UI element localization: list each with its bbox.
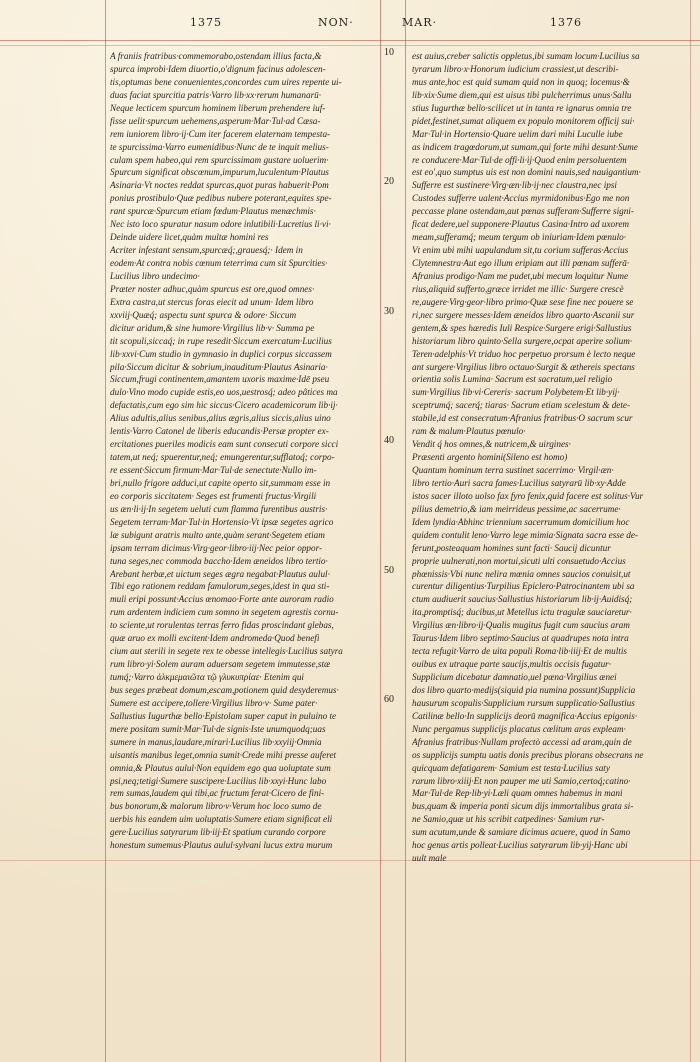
text-line: sum·Virgilius lib·vi·Cereris· sacrum Polybetem·Et lib·yij· [412, 387, 620, 398]
text-line: Vt enim ubi mihi uapulandum sit,tu corium sufferas·Accius [412, 245, 629, 256]
text-line: Spurcum significat obscœnum,impurum,luculentum·Plautus [110, 167, 329, 178]
text-line: quicquam defatigarem· Samium est testa·Lucilius saty [412, 762, 610, 773]
text-line: mus ante,hoc est quid sumam quid non in quoq; locemus·& [412, 76, 630, 87]
text-line: Virgilius æn·libro·ij·Qualis mugitus fugit cum saucius aram [412, 620, 630, 631]
line-number: 10 [384, 46, 394, 58]
text-line: peccasse plane ostendam,aut pœnas sufferam·Sufferre signi- [412, 206, 634, 217]
text-line: rem iuniorem libro·ij·Cum iter facerem elaternam tempesta- [110, 128, 331, 139]
text-line: læ subigunt aratris multo ante,quàm serant·Segetem etiam [110, 529, 325, 540]
text-line: bri,nullo frigore adduci,ut capite operto sit,summam esse in [110, 477, 331, 488]
text-line: ne Samio,quæ ut his scribit catpedines· Samium rur- [412, 814, 605, 825]
text-line: muli eripi possunt·Accius œnomao·Forte ante auroram radio [110, 594, 334, 605]
text-line: stabile,id est consecratum·Afranius fratribus·O sacrum scur [412, 413, 633, 424]
text-line: libro tertio·Auri sacra fames·Lucilius satyrarū lib·xy·Adde [412, 477, 626, 488]
text-line: re,augere·Virg·geor·libro primo·Quæ sese fine nec pouere se [412, 296, 634, 307]
text-line: Catilinæ bello·In supplicijs deorū magnifica·Accius epigonis· [412, 710, 638, 721]
text-line: lib·xxvi·Cum studio in gymnasio in duplici corpus siccassem [110, 348, 332, 359]
text-line: tumq́;·Varro ἀλκμεμαιῶτα τῷ γλυκυπρίαε· Etenim qui [110, 672, 304, 682]
text-line: Quantum hominum terra sustinet sacerrimo· Virgil·æn· [412, 465, 614, 475]
text-line: tyrarum libro·x·Honorum iudicium crassiest,ut describi- [412, 63, 619, 74]
text-line: uisantis manibus leget,omnia sumit·Crede mihi presse auferet [110, 749, 337, 760]
text-line: historiarum libro quinto·Sella surgere,ocpat aperire solium· [412, 335, 633, 346]
text-line: ipsam terram dicimus·Virg·geor·libro·iij·Nec peior oppor- [110, 542, 323, 553]
text-line: uult male [412, 853, 447, 864]
text-line: Afranius fratribus·Nullam profectò accessi ad aram,quin de [412, 736, 632, 747]
text-line: Alius adultis,alius senibus,alius ægris,alius siccis,alius uino [110, 413, 331, 424]
text-line: Taurus·Idem libro septimo·Saucius at quadrupes nota intra [412, 633, 629, 644]
text-line: proprie uulnerati,non mortui,sicuti ulti consuetudo·Accius [412, 555, 626, 566]
text-line: spurca improbi·Idem diuortio,o'dignum facinus adolescen- [110, 63, 326, 74]
text-line: rum libro·yi·Solem auram aduersam segetem immutesse,stæ [110, 659, 331, 670]
text-line: sumere in manus,laudare,mirari·Lucilius lib·xxyiij·Omnia [110, 736, 322, 747]
text-line: Mar·Tul·de Rep·lib·yi·Læli quam omnes habemus in mani [412, 788, 623, 799]
line-number: 40 [384, 435, 394, 446]
text-line: Arebant herbæ,et uictum seges ægra negabat·Plautus aulul· [110, 568, 330, 579]
right-text-column [412, 50, 688, 865]
text-line: Afranius prodigo·Nam me pudet,ubi mecum loquitur Nume [412, 270, 629, 281]
text-line: pila·Siccum dicitur & sobrium,inauditum·Plautus Asinaria· [110, 361, 328, 372]
text-line: tuna seges,nec commoda baccho·Idem æneidos libro tertio· [110, 555, 328, 566]
text-line: pilius demetrio,& iam meirrideus pessime,ac sacerrume· [412, 503, 621, 514]
text-line: rius,aliquid sufferto,græce irridet me illic· Surgere crescè [412, 283, 624, 294]
text-line: Præter noster adhuc,quàm spurcus est ore,quod omnes· [110, 283, 315, 294]
text-line: Sufferre est sustinere·Virg·æn·lib·ij·nec claustra,nec ipsi [412, 180, 617, 191]
text-line: ponius prostibulo·Quæ pedibus nubere poterant,equites spe- [110, 193, 332, 204]
text-line: hausurum scopulis·Supplicium rursum supplicatio·Sallustius [412, 697, 635, 708]
text-line: mere positam sumit·Mar·Tul·de signis·Iste unumquodq;uas [110, 723, 326, 734]
text-line: est auius,creber salictis oppletus,ibi sumam locum·Lucilius sa [412, 51, 640, 61]
text-line: Deinde uidere licet,quàm multæ homini res [110, 232, 269, 243]
text-line: cium aut sterili in segete rex te obesse intellegis·Lucilius satyra [110, 646, 343, 657]
text-line: rum ardentem indiciem cum somno in segetem agrestis cornu- [110, 607, 339, 618]
text-line: Clytemnestra·Aut ego illum eripiam aut illi pœnam sufferā· [412, 258, 630, 268]
text-line: Sumere est accipere,tollere·Virgilius libro·v· Sume pater· [110, 697, 318, 708]
line-number: 20 [384, 176, 394, 187]
text-line: Mar·Tul·in Hortensio·Quare uelim dari mihi Luculle iube [412, 128, 623, 139]
text-line: bus seges præbeat domum,escam,potionem quid desyderemus· [110, 684, 339, 695]
text-line: Vendit q́ hos omnes,& nutricem,& uirgines· [412, 439, 571, 450]
text-line: xxviij·Quæq́; aspectu sunt spurca & odore· Siccum [110, 309, 297, 320]
text-line: culam spem habeo,qui rem spurcissimam gustare uoluerim· [110, 154, 329, 165]
text-line: ercitationes pueriles modicis eam sunt consecuti corpore sicci [110, 439, 339, 450]
left-margin-rule [105, 0, 106, 1062]
text-line: uerbis his eandem uim uoluptatis·Sumere etiam significat eli [110, 814, 333, 825]
text-line: as indicem tragœdorum,ut sumam,qui forte mihi desunt·Sume [412, 141, 638, 152]
text-line: Nec isto loco spuratur nasum odore inlutibili·Lucretius li·vi· [110, 219, 331, 230]
text-line: Tibi ego rationem reddam famulorum,seges,idest in qua sti- [110, 581, 330, 592]
text-line: bus,quam & imperia ponti sicum dijs immortalibus grata si- [412, 801, 634, 812]
text-line: Acriter infestant sensum,spurcæq́;,grauesq́;· Idem in [110, 245, 303, 256]
text-line: tis,optumas bene conuenientes,concordes cum uires repente ui- [110, 76, 342, 87]
text-line: dicitur aridum,& sine humore·Virgilius lib·v· Summa pe [110, 322, 315, 333]
text-line: fisse uelit·spurcum uehemens,asperum·Mar·Tul·ad Cæsa- [110, 115, 321, 126]
text-line: tit scopuli,siccaq́; in rupe resedit·Siccum exercatum·Lucilius [110, 335, 332, 346]
text-line: os supplicijs sumptu uatis donis precibus plorans obsecrans ne [412, 749, 644, 760]
text-line: phœnissis·Vbi nunc nelira mœnia omnes saucios conuisit,ut [412, 568, 631, 579]
text-line: meam,sufferamq́; meum tergum ob iniuriam·Idem pœnulo· [412, 232, 627, 243]
text-line: to sciente,ut rorulentas terras ferro fidas proscindant glebas, [110, 620, 334, 631]
text-line: ferunt,posteaquam homines sunt facti· Saucij dicuntur [412, 542, 611, 553]
text-line: eo corporis siccitatem· Seges est frumenti fructus·Virgili [110, 490, 317, 501]
text-line: ant surgere·Virgilius libro octauo·Surgit & æthereis spectans [412, 361, 635, 372]
text-line: quæ aruo ex molli excitent·Idem andromeda·Quod benefi [110, 633, 320, 644]
text-line: istos sacer illoto uolso fax fyro fenix,quid facere est solitus·Vur [412, 490, 644, 501]
text-line: ram & malum·Plautus pœnulo· [412, 426, 526, 437]
text-line: tecta refugit·Varro de uita populi Roma·lib·iiij·Et de multis [412, 646, 627, 657]
text-line: stius Iugurthæ bello·scilicet ut in tanta re ignarus omnia tre [412, 102, 632, 113]
text-line: duas faciat spurcitia patris·Varro lib·xx·rerum humanarū· [110, 89, 322, 100]
text-line: tatem,ut neq́; spuerentur,neq́; emungerentur,sufflatoq́; corpo- [110, 452, 335, 463]
line-number: 50 [384, 564, 394, 576]
right-margin-rule [690, 0, 691, 1062]
text-line: Asinaria·Vt noctes reddat spurcas,quot puras habuerit·Pom [110, 180, 329, 191]
text-line: Sallustius Iugurthæ bello·Epistolam super caput in puluino te [110, 710, 337, 721]
text-line: ita,promptisq́; ducibus,ut Metellus ictu tragulæ sauciaretur· [412, 607, 632, 618]
right-page-number: 1376 [550, 16, 582, 29]
text-line: sum acutum,unde & samiare dicimus acuere, quod in Samo [412, 827, 631, 838]
right-running-head: MAR· [402, 16, 437, 29]
text-line: Idem lyndia·Abhinc triennium sacerrumum domicilium hoc [412, 516, 630, 527]
text-line: gere·Lucilius satyrarum lib·iij·Et spatium curando corpore [110, 827, 326, 838]
text-line: honestum sumemus·Plautus aulul·sylvani lucus extra murum [110, 840, 333, 851]
text-line: Supplicium dicebatur damnatio,uel pœna·Virgilius ænei [412, 672, 617, 682]
text-line: Nunc pergamus supplicijs placatus cœlitum aras expleam· [412, 723, 626, 734]
text-line: pidet,festinet,sumat aliquem ex populo monitorem officij sui· [412, 115, 635, 126]
text-line: Præsenti argento homini(Sileno est homo) [412, 452, 568, 463]
text-line: re conducere·Mar·Tul·de offi·li·ij·Quod enim persoluentem [412, 154, 627, 165]
left-running-head: NON· [318, 16, 354, 29]
text-line: ctum audiuerit saucius·Sallustius historiarum lib·ij·Auidisq́; [412, 594, 633, 605]
text-line: dulo·Vino modo cupide estis,eo uos,uestrosq́; adeo pâtices ma [110, 387, 338, 398]
text-line: te spurcissima·Varro eumenidibus·Nunc de te inquit melius- [110, 141, 329, 152]
text-line: Lucilius libro undecimo· [110, 270, 200, 281]
text-line: lib·xix·Sume diem,qui est uisus tibi pulcherrimus unus·Sallu [412, 89, 632, 100]
text-line: gentem,& spes hæredis Iuli Respice·Surgere erigi·Sallustius [412, 322, 632, 333]
text-line: hoc genus artis polleat·Lucilius satyrarum lib·yij·Hanc ubi [412, 840, 628, 851]
text-line: ficat dedere,uel supponere·Plautus Casina·Intro ad uxorem [412, 219, 630, 230]
text-line: re essent·Siccum firmum·Mar·Tul·de senectute·Nullo im- [110, 465, 317, 475]
text-line: orientia solis Lumina· Sacrum est sacratum,uel religio [412, 374, 613, 385]
text-line: Neque lecticem spurcum hominem liberum prehendere iuf- [110, 102, 326, 113]
text-line: Extra castra,ut stercus foras eiecit ad unum· Idem libro [110, 296, 314, 307]
text-line: rarum libro·xiiij·Et non pauper me uti Samio,certoq́;catino· [412, 775, 631, 786]
text-line: bus bonorum,& malorum libro·v·Verum hoc loco sumo de [110, 801, 322, 812]
text-line: rant spurcæ·Spurcum etiam fœdum·Plautus menæchmis· [110, 206, 316, 217]
text-line: curentur diligentius·Turpilius Epiclero·Patrocinantem ubi sa [412, 581, 635, 592]
text-line: Siccum,frugi continentem,amantem uxoris maxime·Idē pseu [110, 374, 330, 385]
text-line: omnia,& Plautus aulul·Non equidem ego qua uoluptate sum [110, 762, 331, 773]
text-line: A franiis fratribus·commemorabo,ostendam illius facta,& [110, 51, 322, 61]
text-line: rem sumas,laudem qui tibi,ac fructum ferat·Cicero de fini- [110, 788, 325, 799]
text-line: Custodes sufferre ualent·Accius myrmidonibus·Ego me non [412, 193, 630, 204]
left-page-number: 1375 [190, 16, 222, 29]
text-line: defactatis,cum ego sim hic siccus·Cicero academicorum lib·ij· [110, 400, 338, 411]
text-line: Segetem terram·Mar·Tul·in Hortensio·Vt ipsæ segetes agrico [110, 516, 334, 527]
line-number: 60 [384, 694, 394, 705]
text-line: eodem·At contra nobis cœnum teterrima cum sit Spurcities· [110, 258, 328, 268]
left-text-column [110, 50, 378, 852]
text-line: sceptrumq́; sacerq́; tiaras· Sacrum etiam scelestum & dete- [412, 400, 631, 411]
text-line: psi,neq;tetigi·Sumere suscipere·Lucilius lib·xxyi·Hunc labo [110, 775, 327, 786]
text-line: est eo',quo sumptus uis est non domini nauis,sed nauigantium· [412, 167, 641, 178]
gutter-rule-left [380, 0, 381, 1062]
text-line: lentis·Varro Catonel de liberis educandis·Persæ propter ex- [110, 426, 329, 437]
text-line: us æn·li·ij·In segetem ueluti cum flamma furentibus austris· [110, 503, 328, 514]
text-line: quidem contulit leno·Varro lege mimia·Signata sacra esse de- [412, 529, 638, 540]
line-number: 30 [384, 305, 394, 317]
gutter-rule-right [405, 0, 406, 1062]
text-line: ouibus ex utraque parte saucijs,multis occisis fugatur· [412, 659, 612, 670]
text-line: dos libro quarto·medijs(siquid pia numina possunt)Supplicia [412, 684, 636, 695]
running-header [0, 16, 700, 36]
text-line: Teren·adelphis·Vt triduo hoc perpetuo prorsum è lecto neque [412, 348, 636, 359]
text-line: ri,nec surgere messes·Idem æneidos libro quarto·Ascanii sur [412, 309, 635, 320]
